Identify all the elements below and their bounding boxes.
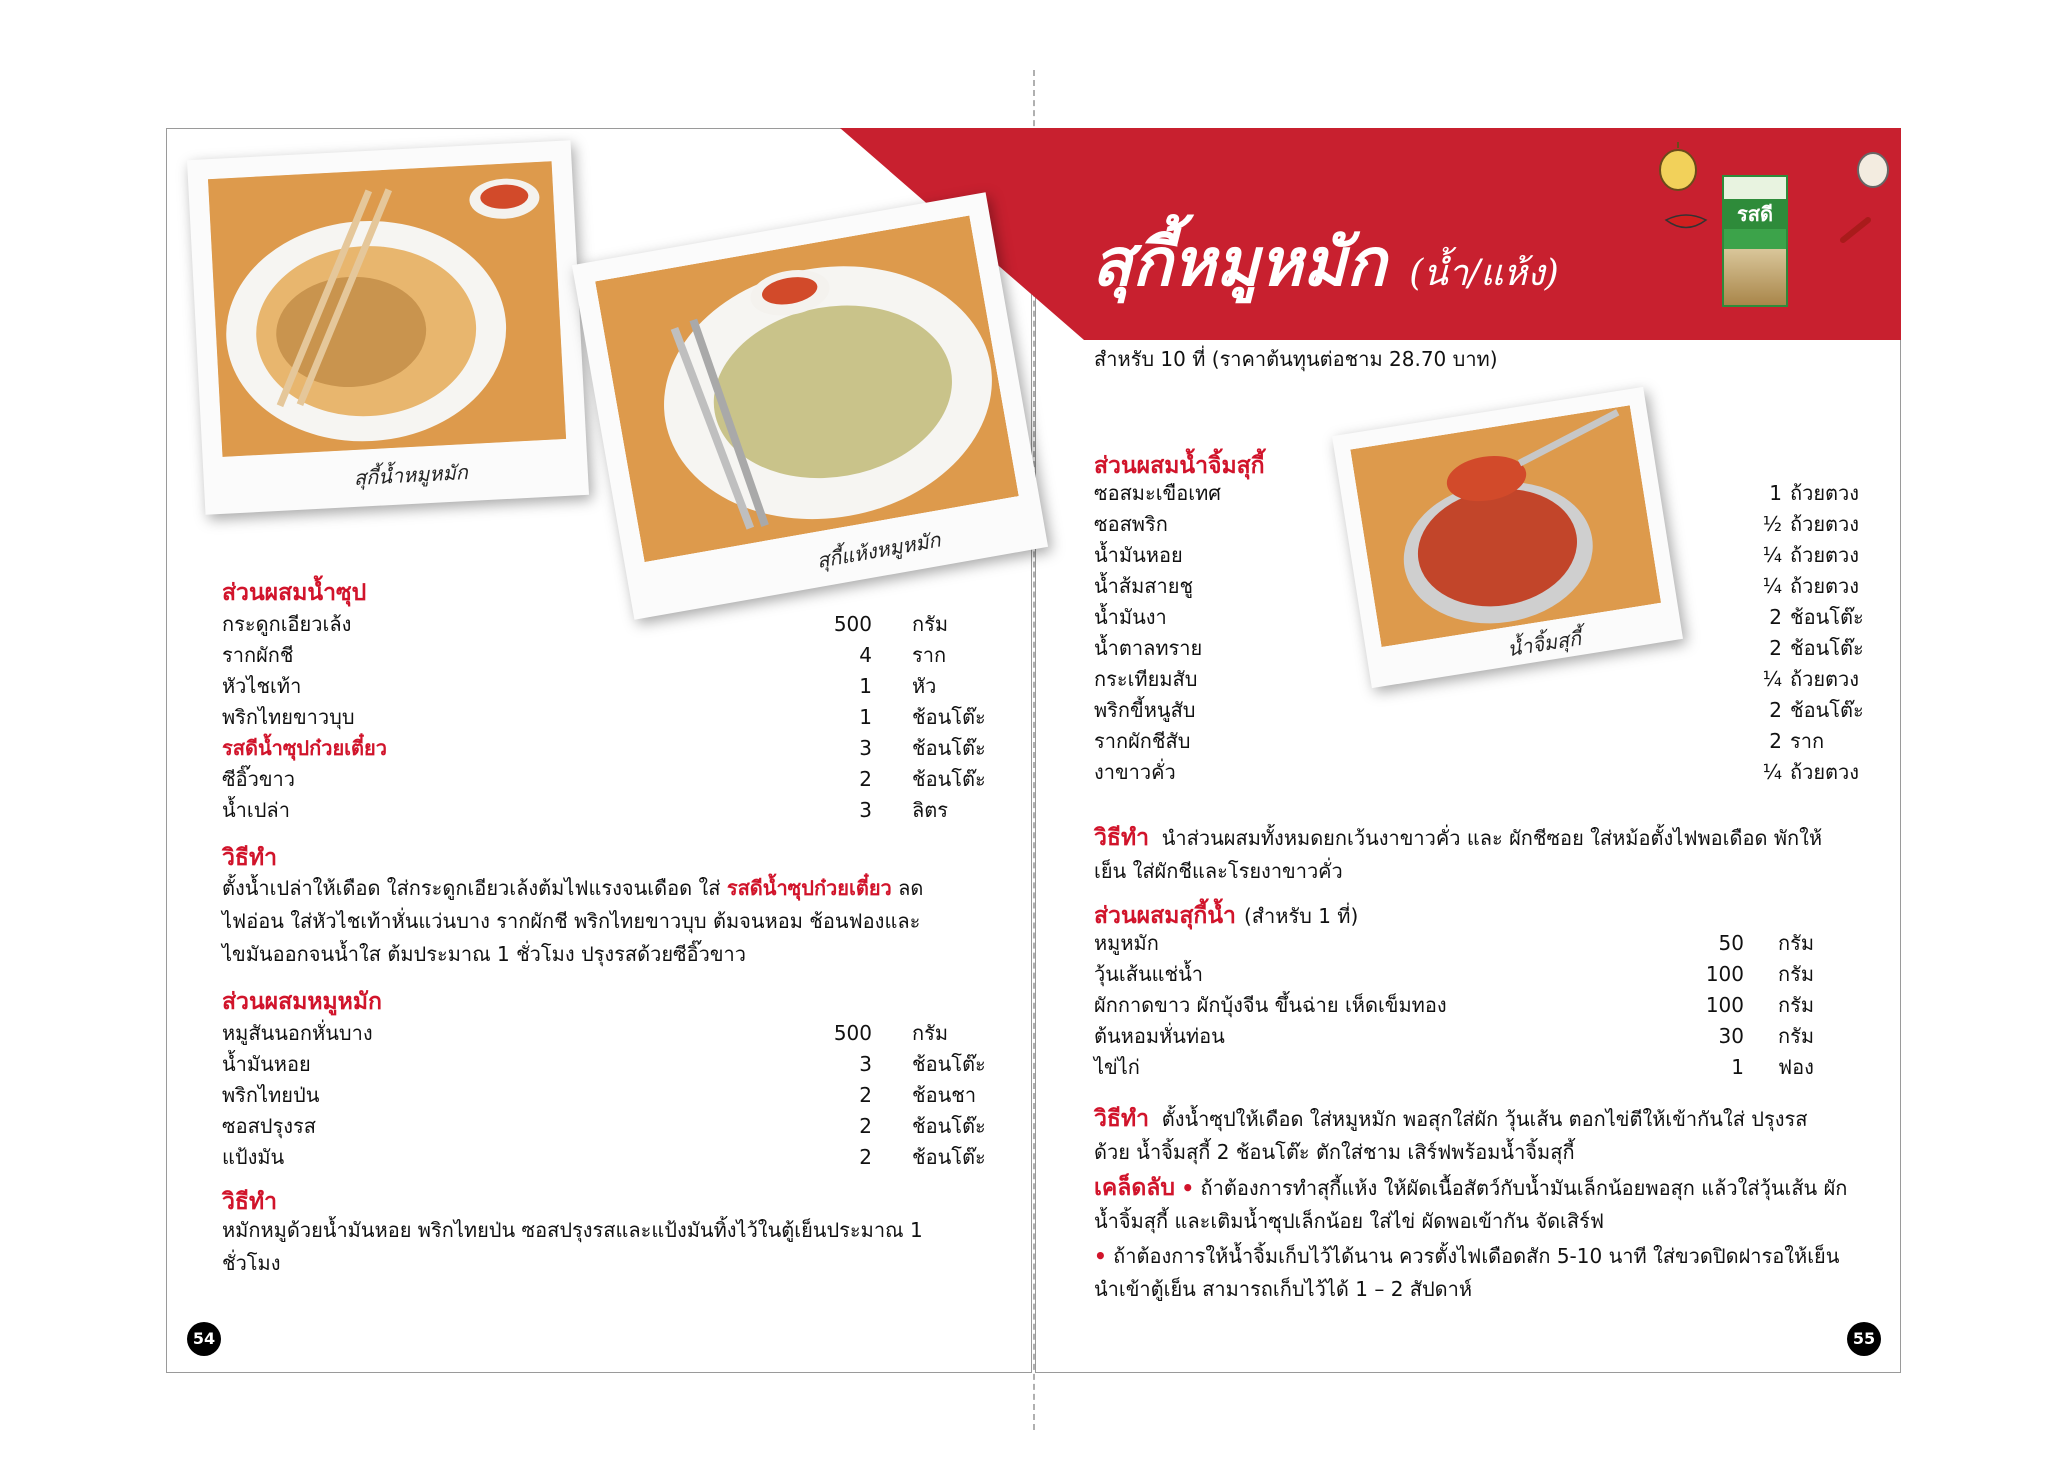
soup-ingredients-heading: ส่วนผสมน้ำซุป [222, 580, 367, 606]
recipe-title: สุกี้หมูหมัก (น้ำ/แห้ง) [1092, 223, 1559, 301]
tip-2: • ถ้าต้องการให้น้ำจิ้มเก็บไว้ได้นาน ควรตั้งไฟเดือดสัก 5-10 นาที ใส่ขวดปิดฝารอให้เย็น นำเข้าตู้เย็น สามารถเก็บไว้ได้ 1 – 2 สัปดาห์ [1094, 1244, 1840, 1301]
pork-ingredients-heading: ส่วนผสมหมูหมัก [222, 989, 382, 1015]
ingredient-row-brand: รสดีน้ำซุปก๋วยเตี๋ยว 3 ช้อนโต๊ะ [222, 736, 986, 760]
ingredient-row: พริกขี้หนูสับ 2 ช้อนโต๊ะ [1094, 698, 1864, 722]
page-number: 54 [187, 1322, 221, 1356]
ingredient-row: งาขาวคั่ว ¼ ถ้วยตวง [1094, 760, 1860, 784]
ingredient-row: พริกไทยขาวบุบ 1 ช้อนโต๊ะ [222, 705, 986, 729]
ingredient-row: น้ำมันงา 2 ช้อนโต๊ะ [1094, 605, 1864, 629]
photo-caption: น้ำจิ้มสุกี้ [1505, 625, 1583, 662]
pork-method-heading: วิธีทำ [222, 1189, 278, 1215]
ingredient-row: ซอสมะเขือเทศ 1 ถ้วยตวง [1094, 481, 1860, 505]
ingredient-row: ซอสพริก ½ ถ้วยตวง [1094, 512, 1860, 536]
suki-method: วิธีทำ ตั้งน้ำซุปให้เดือด ใส่หมูหมัก พอสุกใส่ผัก วุ้นเส้น ตอกไข่ตีให้เข้ากันใส่ ปรุงรสด้วย น้ำจิ้มสุกี้ 2 ช้อนโต๊ะ ตักใส่ชาม เสิร์ฟพร้อมน้ำจิ้มสุกี้ [1094, 1106, 1808, 1164]
photo-dry-polaroid [572, 192, 1048, 619]
dip-ingredients-heading: ส่วนผสมน้ำจิ้มสุกี้ [1094, 453, 1265, 479]
ingredient-row: วุ้นเส้นแช่น้ำ 100 กรัม [1094, 962, 1815, 986]
ingredient-row: น้ำเปล่า 3 ลิตร [222, 798, 948, 822]
suki-ingredients-heading: ส่วนผสมสุกี้น้ำ (สำหรับ 1 ที่) [1094, 903, 1359, 929]
tip-1: เคล็ดลับ • ถ้าต้องการทำสุกี้แห้ง ให้ผัดเนื้อสัตว์กับน้ำมันเล็กน้อยพอสุก แล้วใส่วุ้นเส้น ผัก น้ำจิ้มสุกี้ และเติมน้ำซุปเล็กน้อย ใส่ไข่ ผัดพอเข้ากัน จัดเสิร์ฟ [1094, 1175, 1848, 1233]
ingredient-row: ซีอิ๊วขาว 2 ช้อนโต๊ะ [222, 767, 986, 791]
photo-caption: สุกี้แห้งหมูหมัก [814, 527, 943, 573]
photo-soup-polaroid [187, 140, 589, 515]
ingredient-row: รากผักชี 4 ราก [222, 643, 947, 667]
ingredient-row: พริกไทยป่น 2 ช้อนชา [222, 1083, 977, 1107]
ingredient-row: ผักกาดขาว ผักบุ้งจีน ขึ้นฉ่าย เห็ดเข็มทอง 100 กรัม [1094, 993, 1815, 1017]
ingredient-row: กระดูกเอียวเล้ง 500 กรัม [222, 612, 949, 636]
ingredient-row: ไข่ไก่ 1 ฟอง [1094, 1055, 1814, 1079]
soup-method-text: ตั้งน้ำเปล่าให้เดือด ใส่กระดูกเอียวเล้งต้มไฟแรงจนเดือด ใส่ รสดีน้ำซุปก๋วยเตี๋ยว ลดไฟอ่อน ใส่หัวไชเท้าหั่นแว่นบาง รากผักชี พริกไทยขาวบุบ ต้มจนหอม ช้อนฟองและไขมันออกจนน้ำใส ต้มประมาณ 1 ชั่วโมง ปรุงรสด้วยซีอิ๊วขาว [222, 876, 924, 966]
soup-noodle-photo [208, 161, 566, 457]
soup-method-heading: วิธีทำ [222, 845, 278, 871]
ingredient-row: ต้นหอมหั่นท่อน 30 กรัม [1094, 1024, 1815, 1048]
ingredient-row: ซอสปรุงรส 2 ช้อนโต๊ะ [222, 1114, 986, 1138]
ingredient-row: รากผักชีสับ 2 ราก [1094, 729, 1825, 753]
dry-suki-photo [595, 215, 1019, 562]
ingredient-row: หมูสันนอกหั่นบาง 500 กรัม [222, 1021, 949, 1045]
page-number: 55 [1847, 1322, 1881, 1356]
ingredient-row: หัวไชเท้า 1 หัว [222, 674, 937, 698]
ingredient-row: น้ำมันหอย ¼ ถ้วยตวง [1094, 543, 1860, 567]
ingredient-row: น้ำส้มสายชู ¼ ถ้วยตวง [1094, 574, 1860, 598]
ingredient-row: น้ำมันหอย 3 ช้อนโต๊ะ [222, 1052, 986, 1076]
ingredient-row: น้ำตาลทราย 2 ช้อนโต๊ะ [1094, 636, 1864, 660]
serving-info: สำหรับ 10 ที่ (ราคาต้นทุนต่อชาม 28.70 บาท) [1094, 347, 1498, 371]
pork-method-text: หมักหมูด้วยน้ำมันหอย พริกไทยป่น ซอสปรุงรสและแป้งมันทิ้งไว้ในตู้เย็นประมาณ 1 ชั่วโมง [222, 1218, 923, 1275]
photo-caption: สุกี้น้ำหมูหมัก [353, 460, 469, 490]
ingredient-row: แป้งมัน 2 ช้อนโต๊ะ [222, 1145, 986, 1169]
ingredient-row: กระเทียมสับ ¼ ถ้วยตวง [1094, 667, 1860, 691]
dip-method: วิธีทำ นำส่วนผสมทั้งหมดยกเว้นงาขาวคั่ว และ ผักชีซอย ใส่หม้อตั้งไฟพอเดือด พักให้เย็น ใส่ผักชีและโรยงาขาวคั่ว [1094, 825, 1823, 883]
product-package: รสดี [1722, 175, 1788, 307]
ingredient-row: หมูหมัก 50 กรัม [1094, 931, 1815, 955]
